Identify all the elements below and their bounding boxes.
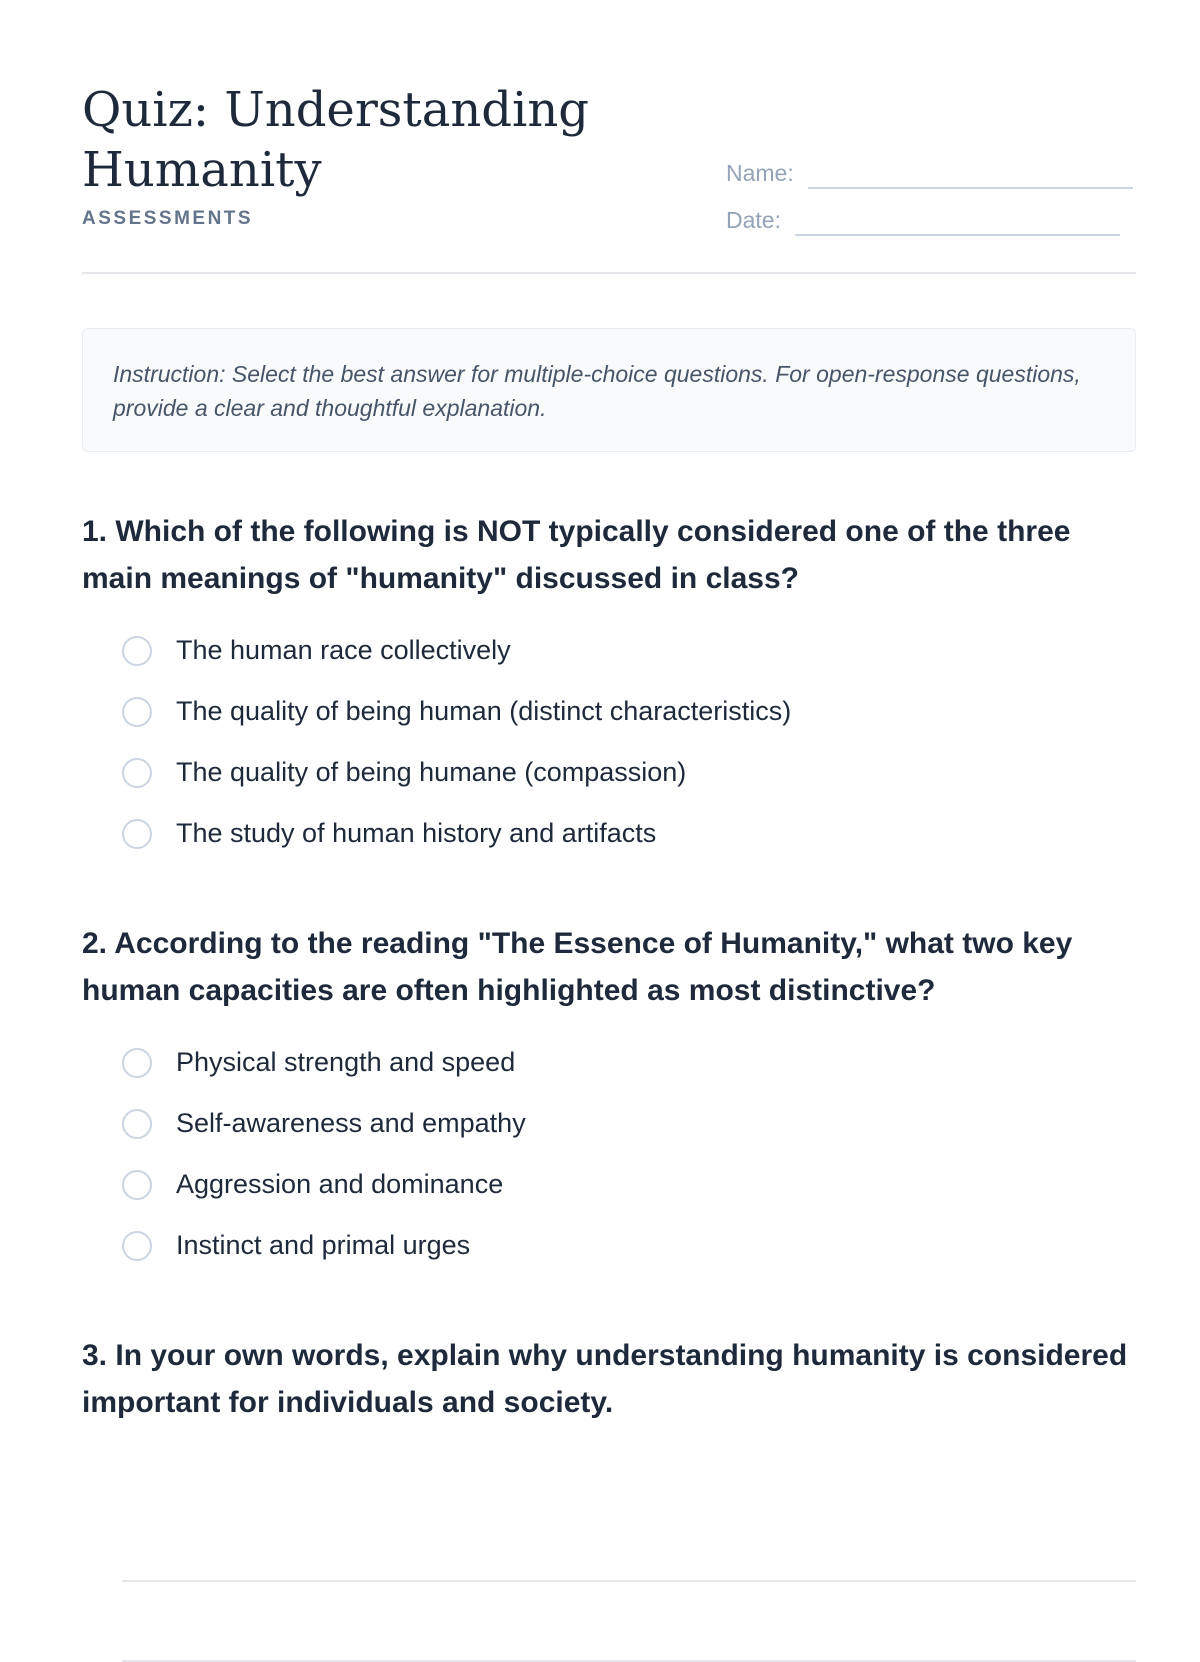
answer-option[interactable] (82, 1093, 1136, 1154)
quiz-page (82, 0, 1136, 1600)
radio-button[interactable] (122, 1109, 152, 1139)
name-row (726, 146, 1136, 193)
radio-button[interactable] (122, 697, 152, 727)
page-title: Quiz: Understanding Humanity (82, 82, 589, 198)
open-response-area[interactable] (122, 1502, 1136, 1662)
radio-button[interactable] (122, 1048, 152, 1078)
date-field[interactable] (795, 234, 1120, 236)
option-label: The study of human history and artifacts (176, 818, 657, 848)
radio-button[interactable] (122, 819, 152, 849)
answer-option[interactable] (82, 742, 1136, 803)
radio-button[interactable] (122, 1170, 152, 1200)
question-text: 2. According to the reading "The Essence of Humanity," what two key human capacities are often highlighted as most distinctive? (82, 927, 1073, 1007)
name-field[interactable] (808, 187, 1133, 189)
date-row (726, 193, 1136, 240)
answer-options (82, 1032, 1136, 1276)
question-2 (82, 920, 1136, 1276)
question-text: 3. In your own words, explain why understanding humanity is considered important for individuals and society. (82, 1339, 1128, 1419)
answer-line[interactable] (122, 1502, 1136, 1582)
answer-option[interactable] (82, 1154, 1136, 1215)
question-3 (82, 1332, 1136, 1426)
date-label: Date: (726, 207, 781, 233)
answer-option[interactable] (82, 1215, 1136, 1276)
page-subtitle: ASSESSMENTS (82, 208, 254, 229)
answer-line[interactable] (122, 1582, 1136, 1662)
question-1 (82, 508, 1136, 864)
answer-options (82, 620, 1136, 864)
radio-button[interactable] (122, 1231, 152, 1261)
option-label: The quality of being humane (compassion) (176, 757, 687, 787)
answer-option[interactable] (82, 1032, 1136, 1093)
radio-button[interactable] (122, 636, 152, 666)
option-label: The human race collectively (176, 635, 511, 665)
quiz-header (82, 80, 1136, 274)
instruction-box: Instruction: Select the best answer for multiple-choice questions. For open-response questions, provide a clear and thoughtful explanation. (82, 328, 1136, 452)
option-label: Aggression and dominance (176, 1169, 504, 1199)
option-label: Physical strength and speed (176, 1047, 516, 1077)
option-label: Self-awareness and empathy (176, 1108, 526, 1138)
answer-option[interactable] (82, 681, 1136, 742)
question-text: 1. Which of the following is NOT typically considered one of the three main meanings of "humanity" discussed in class? (82, 515, 1071, 595)
option-label: Instinct and primal urges (176, 1230, 471, 1260)
name-label: Name: (726, 160, 794, 186)
radio-button[interactable] (122, 758, 152, 788)
option-label: The quality of being human (distinct characteristics) (176, 696, 792, 726)
answer-option[interactable] (82, 803, 1136, 864)
answer-option[interactable] (82, 620, 1136, 681)
student-info (726, 146, 1136, 240)
